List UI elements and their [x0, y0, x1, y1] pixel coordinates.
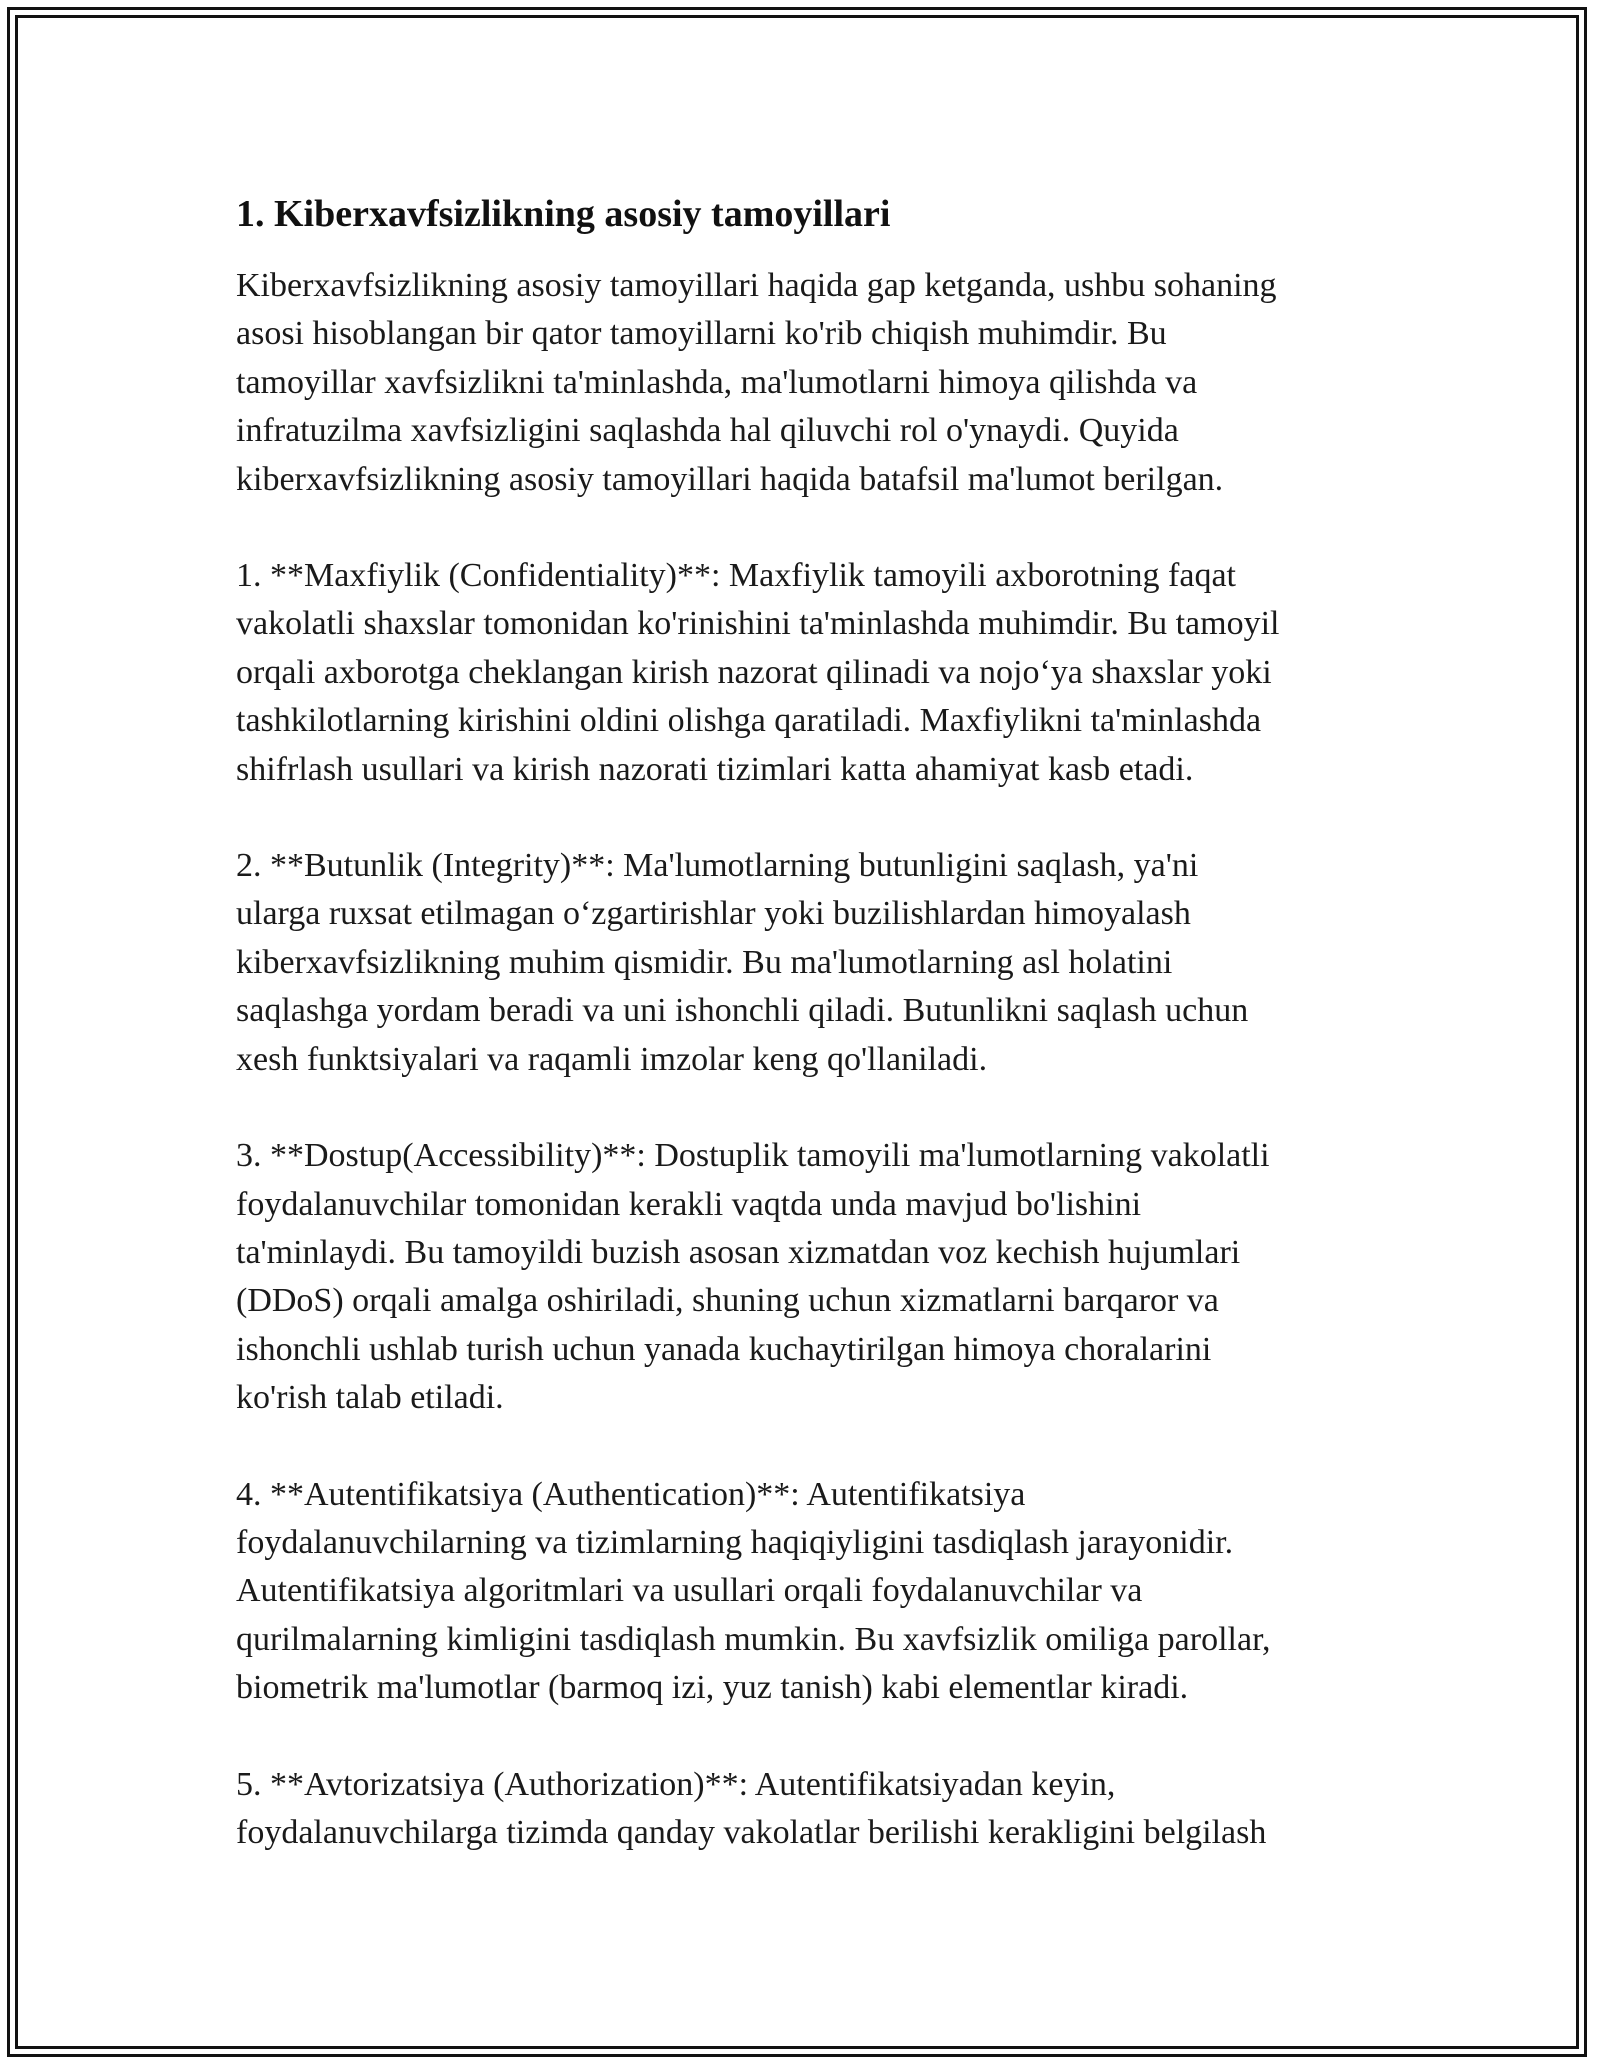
text-line: 2. **Butunlik (Integrity)**: Ma'lumotlarning butunligini saqlash, ya'ni	[236, 847, 1199, 885]
text-line: 4. **Autentifikatsiya (Authentication)**: Autentifikatsiya	[236, 1475, 1026, 1513]
intro-paragraph	[236, 262, 1376, 504]
text-line: ko'rish talab etiladi.	[236, 1379, 504, 1417]
text-line: asosi hisoblangan bir qator tamoyillarni ko'rib chiqish muhimdir. Bu	[236, 315, 1167, 353]
principle-accessibility-paragraph	[236, 1132, 1376, 1422]
text-line: 1. **Maxfiylik (Confidentiality)**: Maxfiylik tamoyili axborotning faqat	[236, 557, 1236, 595]
text-line: Kiberxavfsizlikning asosiy tamoyillari haqida gap ketganda, ushbu sohaning	[236, 267, 1277, 304]
principle-confidentiality-paragraph	[236, 552, 1376, 794]
text-line: ularga ruxsat etilmagan o‘zgartirishlar yoki buzilishlardan himoyalash	[236, 895, 1191, 933]
text-line: tashkilotlarning kirishini oldini olishga qaratiladi. Maxfiylikni ta'minlashda	[236, 702, 1262, 740]
text-line: 5. **Avtorizatsiya (Authorization)**: Autentifikatsiyadan keyin,	[236, 1765, 1116, 1803]
text-line: 3. **Dostup(Accessibility)**: Dostuplik tamoyili ma'lumotlarning vakolatli	[236, 1137, 1270, 1175]
text-line: (DDoS) orqali amalga oshiriladi, shuning uchun xizmatlarni barqaror va	[236, 1282, 1219, 1320]
text-line: vakolatli shaxslar tomonidan ko'rinishini ta'minlashda muhimdir. Bu tamoyil	[236, 605, 1280, 643]
text-line: qurilmalarning kimligini tasdiqlash mumkin. Bu xavfsizlik omiliga parollar,	[236, 1620, 1271, 1658]
text-line: Autentifikatsiya algoritmlari va usullari orqali foydalanuvchilar va	[236, 1572, 1143, 1610]
text-line: ta'minlaydi. Bu tamoyildi buzish asosan xizmatdan voz kechish hujumlari	[236, 1233, 1241, 1271]
text-line: kiberxavfsizlikning asosiy tamoyillari haqida batafsil ma'lumot berilgan.	[236, 460, 1224, 498]
text-line: foydalanuvchilar tomonidan kerakli vaqtda unda mavjud bo'lishini	[236, 1185, 1142, 1223]
text-line: saqlashga yordam beradi va uni ishonchli qiladi. Butunlikni saqlash uchun	[236, 992, 1249, 1030]
text-line: ishonchli ushlab turish uchun yanada kuchaytirilgan himoya choralarini	[236, 1330, 1212, 1368]
text-line: foydalanuvchilarga tizimda qanday vakolatlar berilishi kerakligini belgilash	[236, 1813, 1267, 1851]
text-line: orqali axborotga cheklangan kirish nazorat qilinadi va nojo‘ya shaxslar yoki	[236, 653, 1272, 691]
text-line: shifrlash usullari va kirish nazorati tizimlari katta ahamiyat kasb etadi.	[236, 750, 1194, 788]
section-heading: 1. Kiberxavfsizlikning asosiy tamoyillari	[236, 193, 891, 235]
text-line: biometrik ma'lumotlar (barmoq izi, yuz tanish) kabi elementlar kiradi.	[236, 1669, 1189, 1707]
principle-authentication-paragraph	[236, 1471, 1376, 1713]
principle-authorization-paragraph	[236, 1761, 1376, 1858]
text-line: kiberxavfsizlikning muhim qismidir. Bu ma'lumotlarning asl holatini	[236, 943, 1173, 981]
text-line: infratuzilma xavfsizligini saqlashda hal qiluvchi rol o'ynaydi. Quyida	[236, 412, 1179, 450]
text-line: xesh funktsiyalari va raqamli imzolar keng qo'llaniladi.	[236, 1040, 988, 1078]
text-line: tamoyillar xavfsizlikni ta'minlashda, ma'lumotlarni himoya qilishda va	[236, 363, 1198, 401]
document-body	[236, 190, 1376, 1905]
principle-integrity-paragraph	[236, 842, 1376, 1084]
text-line: foydalanuvchilarning va tizimlarning haqiqiyligini tasdiqlash jarayonidir.	[236, 1523, 1234, 1561]
